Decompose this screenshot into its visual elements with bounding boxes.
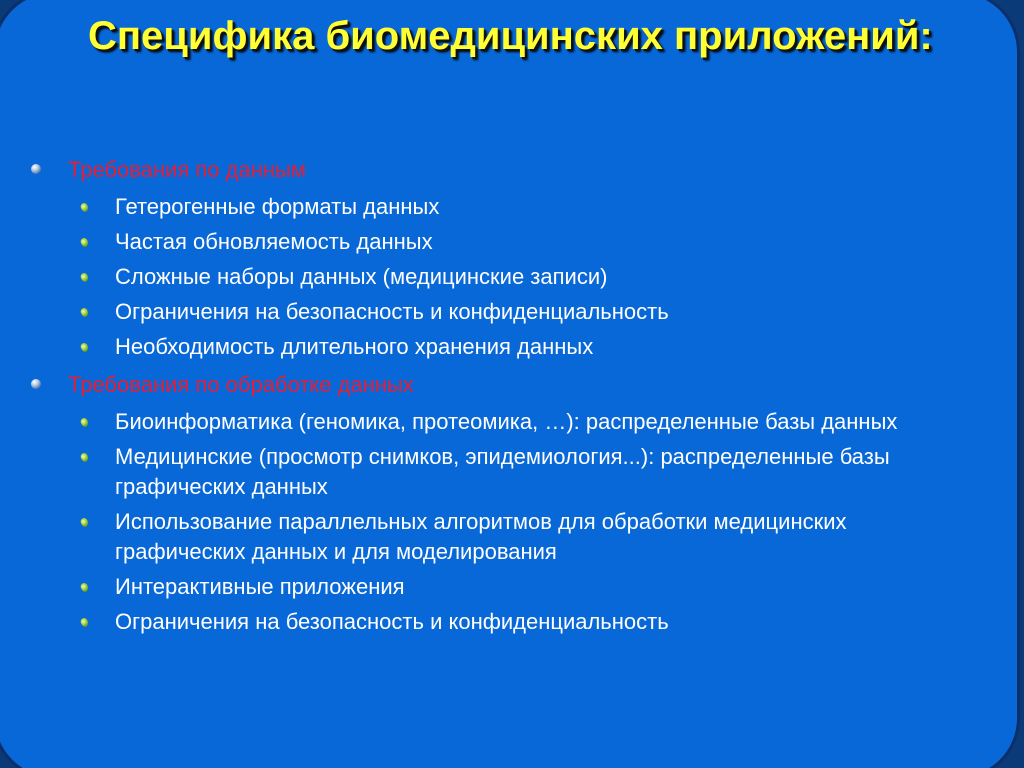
leaf-bullet-icon (80, 617, 90, 628)
leaf-bullet-icon (80, 417, 90, 428)
list-item (0, 442, 1024, 502)
section-header-text: Требования по обработке данных (68, 372, 414, 397)
list-item (0, 507, 1024, 567)
list-item (0, 407, 1024, 437)
list-item (0, 262, 1024, 292)
list-item (0, 572, 1024, 602)
list-item-text: Частая обновляемость данных (115, 229, 433, 254)
list-item-text: Использование параллельных алгоритмов для обработки медицинских графических данных и для моделирования (115, 509, 847, 564)
leaf-bullet-icon (80, 452, 90, 463)
list-item (0, 227, 1024, 257)
leaf-bullet-icon (80, 307, 90, 318)
section-header (0, 367, 1024, 403)
list-item (0, 332, 1024, 362)
list-item-text: Гетерогенные форматы данных (115, 194, 440, 219)
sphere-bullet-icon (31, 164, 41, 174)
leaf-bullet-icon (80, 517, 90, 528)
list-item (0, 607, 1024, 637)
slide-content (0, 152, 1024, 642)
section-data-requirements (0, 152, 1024, 362)
list-item-text: Биоинформатика (геномика, протеомика, …): распределенные базы данных (115, 409, 898, 434)
sphere-bullet-icon (31, 379, 41, 389)
list-item (0, 297, 1024, 327)
leaf-bullet-icon (80, 237, 90, 248)
section-header (0, 152, 1024, 188)
section-processing-requirements (0, 367, 1024, 637)
leaf-bullet-icon (80, 342, 90, 353)
list-item (0, 192, 1024, 222)
leaf-bullet-icon (80, 272, 90, 283)
list-item-text: Сложные наборы данных (медицинские записи) (115, 264, 608, 289)
list-item-text: Интерактивные приложения (115, 574, 405, 599)
leaf-bullet-icon (80, 202, 90, 213)
list-item-text: Ограничения на безопасность и конфиденциальность (115, 609, 669, 634)
list-item-text: Необходимость длительного хранения данных (115, 334, 594, 359)
section-header-text: Требования по данным (68, 157, 306, 182)
list-item-text: Медицинские (просмотр снимков, эпидемиология...): распределенные базы графических данных (115, 444, 890, 499)
slide-title: Специфика биомедицинских приложений: (88, 14, 933, 58)
leaf-bullet-icon (80, 582, 90, 593)
list-item-text: Ограничения на безопасность и конфиденциальность (115, 299, 669, 324)
